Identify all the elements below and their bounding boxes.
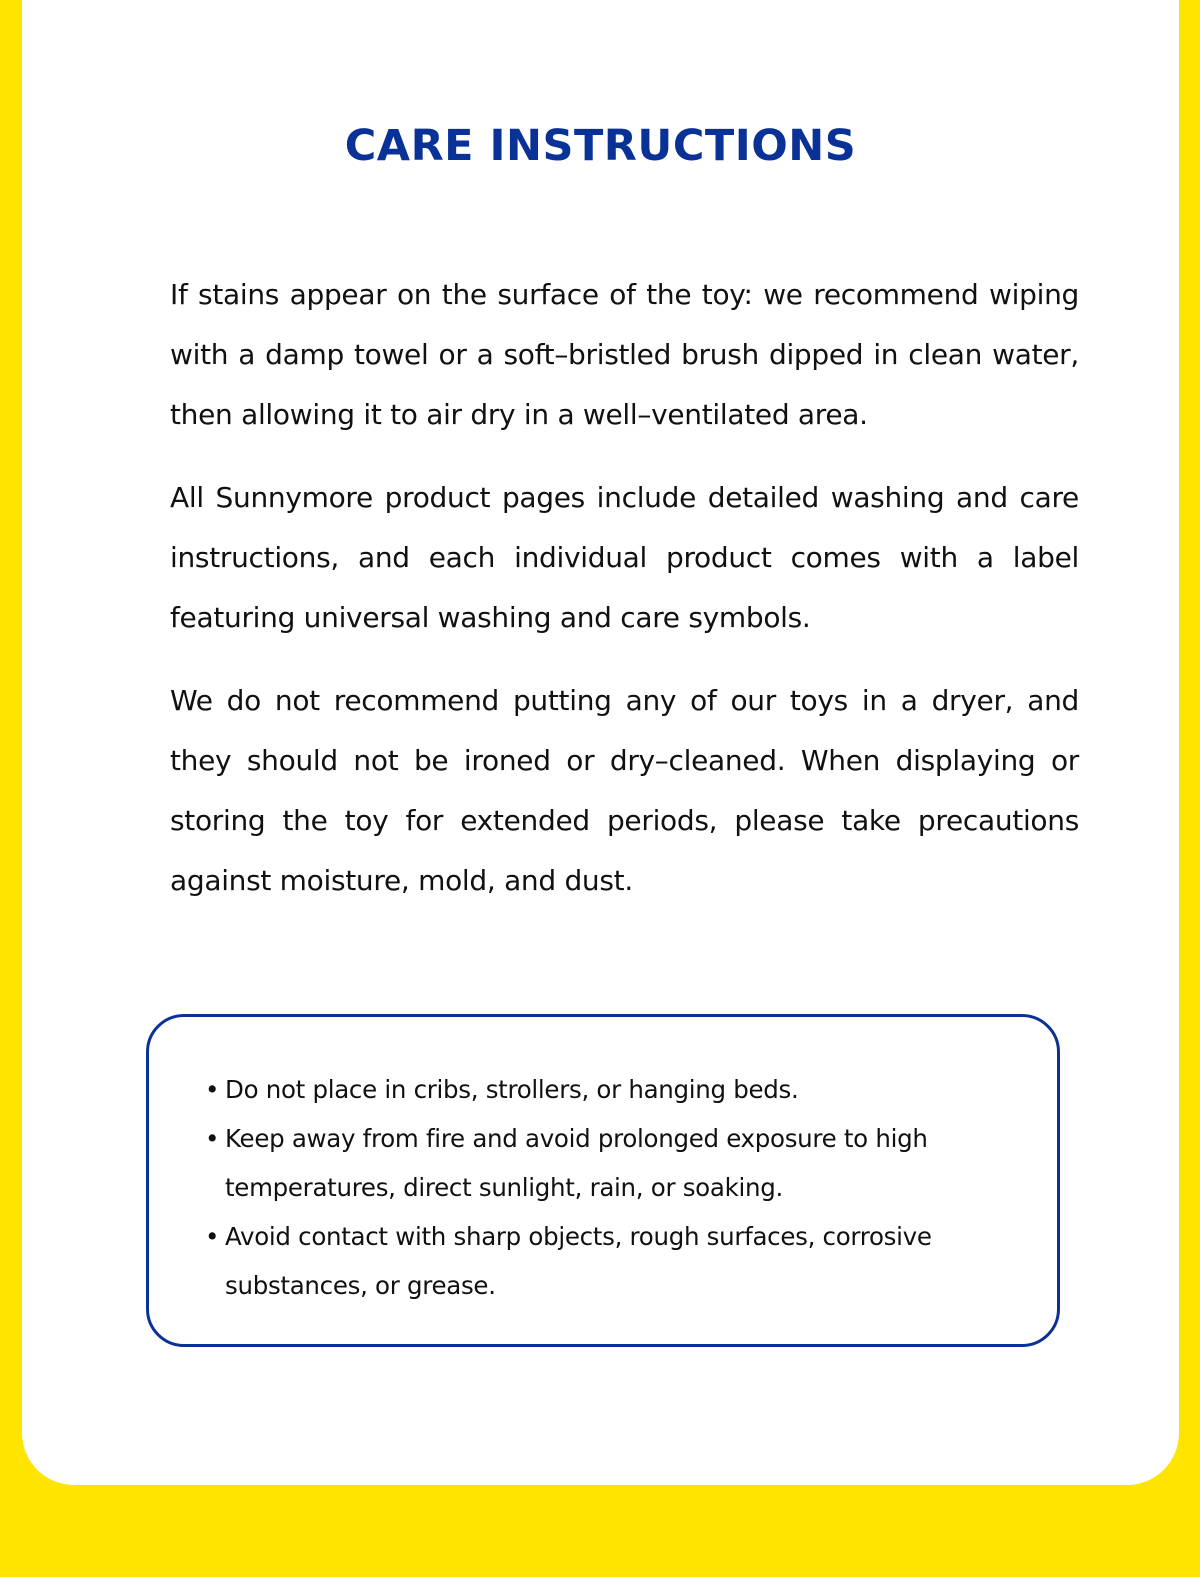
- list-item: [205, 1065, 1015, 1114]
- care-paragraph-dryer: We do not recommend putting any of our toys in a dryer, and they should not be ironed or dry–cleaned. When displaying or storing the toy for extended periods, please take precautions against moisture, mold, and dust.: [170, 684, 1079, 897]
- notice-text: Avoid contact with sharp objects, rough surfaces, corrosive substances, or grease.: [225, 1222, 932, 1300]
- care-paragraph-labels: All Sunnymore product pages include detailed washing and care instructions, and each individual product comes with a label featuring universal washing and care symbols.: [170, 481, 1079, 634]
- bullet-icon: •: [205, 1075, 220, 1104]
- safety-notice-list: [205, 1065, 1015, 1310]
- list-item: [205, 1114, 1015, 1212]
- page-title: CARE INSTRUCTIONS: [344, 121, 857, 171]
- bullet-icon: •: [205, 1124, 220, 1153]
- notice-text: Keep away from fire and avoid prolonged exposure to high temperatures, direct sunlight, rain, or soaking.: [225, 1124, 928, 1202]
- bullet-icon: •: [205, 1222, 220, 1251]
- notice-text: Do not place in cribs, strollers, or hanging beds.: [225, 1075, 799, 1104]
- care-paragraph-stains: If stains appear on the surface of the toy: we recommend wiping with a damp towel or a soft–bristled brush dipped in clean water, then allowing it to air dry in a well–ventilated area.: [170, 278, 1079, 431]
- care-text: [170, 265, 1079, 934]
- safety-notice-box: [146, 1014, 1060, 1347]
- list-item: [205, 1212, 1015, 1310]
